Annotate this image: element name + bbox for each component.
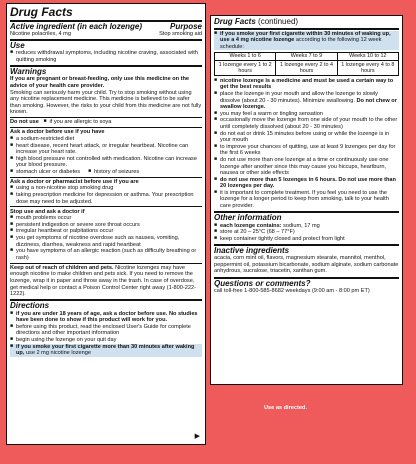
directions-item: ■ it is important to complete treatment. If you feel you need to use the lozenge for a longer period to keep from smoking, talk to your health care provider. bbox=[214, 190, 399, 210]
directions-item-highlighted bbox=[10, 344, 202, 357]
inactive-ingredients-text: acacia, corn mint oil, flavors, magnesium stearate, mannitol, menthol, peppermint oil, potassium bicarbonate, sodium alginate, sodium carbonate anhydrous, sucralose, triacetin, xanthan gum. bbox=[214, 255, 399, 275]
schedule-intro bbox=[214, 31, 399, 51]
ask-doctor-item: ■ a sodium-restricted diet bbox=[10, 136, 202, 143]
directions-item: ■ do not eat or drink 15 minutes before using or while the lozenge is in your mouth bbox=[214, 131, 399, 144]
table-cell: 1 lozenge every 2 to 4 hours bbox=[276, 61, 337, 76]
dosing-schedule-table bbox=[214, 52, 399, 77]
table-header-row bbox=[215, 52, 399, 61]
schedule-intro-text: according to the following 12 week schedule: bbox=[220, 37, 382, 50]
other-information-heading: Other information bbox=[214, 213, 282, 223]
pregnancy-warning: If you are pregnant or breast-feeding, only use this medicine on the advice of your health care provider. bbox=[10, 76, 190, 90]
directions-item bbox=[214, 91, 399, 111]
directions-item: ■ do not use more than 5 lozenges in 6 hours. Do not use more than 20 lozenges per day. bbox=[214, 177, 399, 190]
other-information-item: ■ store at 20 – 25°C (68 – 77°F) bbox=[214, 229, 399, 236]
stop-use-item: ■ irregular heartbeat or palpitations occur bbox=[10, 228, 202, 235]
drug-facts-continued-title bbox=[214, 18, 399, 26]
drug-facts-panel-right bbox=[210, 15, 403, 385]
stop-use-heading: Stop use and ask a doctor if bbox=[10, 208, 85, 215]
directions-item: ■ nicotine lozenge is a medicine and must be used a certain way to get the best results bbox=[214, 78, 399, 91]
table-header-cell: Weeks 1 to 6 bbox=[215, 52, 276, 61]
directions-heading: Directions bbox=[10, 301, 50, 311]
table-cell: 1 lozenge every 1 to 2 hours bbox=[215, 61, 276, 76]
divider bbox=[10, 206, 202, 207]
directions-item: ■ to improve your chances of quitting, use at least 9 lozenges per day for the first 6 weeks bbox=[214, 144, 399, 157]
ask-doctor-item: ■ history of seizures bbox=[88, 169, 139, 176]
divider bbox=[10, 127, 202, 128]
use-item: ■ reduces withdrawal symptoms, including nicotine craving, associated with quitting smoking bbox=[10, 50, 202, 63]
directions-item: ■ begin using the lozenge on your quit day bbox=[10, 337, 202, 344]
table-cell: 1 lozenge every 4 to 8 hours bbox=[337, 61, 398, 76]
table-row bbox=[215, 61, 399, 76]
continued-label: (continued) bbox=[258, 17, 299, 26]
divider bbox=[10, 177, 202, 178]
continue-arrow-icon: ▶ bbox=[194, 432, 200, 440]
use-heading: Use bbox=[10, 40, 25, 50]
divider bbox=[10, 263, 202, 264]
use-as-directed-note: Use as directed. bbox=[264, 405, 307, 411]
directions-item: ■ do not use more than one lozenge at a time or continuously use one lozenge after another since this may cause you hiccups, heartburn, nausea or other side effects bbox=[214, 157, 399, 177]
stop-use-item: ■ you get symptoms of nicotine overdose such as nausea, vomiting, dizziness, diarrhea, weakness and rapid heartbeat bbox=[10, 235, 202, 248]
continued-title-text: Drug Facts bbox=[214, 17, 256, 26]
schedule-intro-dose: use a 4 mg nicotine lozenge bbox=[220, 37, 295, 44]
directions-item-tail: use 2 mg nicotine lozenge bbox=[24, 350, 91, 357]
directions-item: ■ you may feel a warm or tingling sensation bbox=[214, 111, 399, 118]
keep-out-of-reach-lead: Keep out of reach of children and pets. bbox=[10, 264, 114, 271]
divider bbox=[214, 28, 399, 30]
stop-use-item: ■ mouth problems occur bbox=[10, 215, 202, 222]
ingredient-purpose: Stop smoking aid bbox=[159, 30, 202, 37]
table-header-cell: Weeks 10 to 12 bbox=[337, 52, 398, 61]
drug-facts-panel-left bbox=[6, 3, 206, 445]
ask-pharmacist-item: ■ taking prescription medicine for depression or asthma. Your prescription dose may need to be adjusted. bbox=[10, 192, 202, 205]
other-information-lead: each lozenge contains: bbox=[220, 222, 282, 229]
questions-text: call toll-free 1-800-585-8682 weekdays (9:00 am - 8:00 pm ET) bbox=[214, 287, 370, 294]
inactive-ingredients-heading: Inactive ingredients bbox=[214, 245, 290, 255]
directions-item-tail: Do not chew or swallow lozenge. bbox=[220, 97, 397, 111]
do-not-use-item: ■ if you are allergic to soya bbox=[43, 119, 111, 125]
divider bbox=[10, 39, 202, 41]
stop-use-item: ■ you have symptoms of an allergic reaction (such as difficulty breathing or rash) bbox=[10, 248, 202, 261]
other-information-item: ■ keep container tightly closed and protect from light bbox=[214, 236, 399, 243]
questions-heading: Questions or comments? bbox=[214, 278, 311, 288]
ask-doctor-item: ■ stomach ulcer or diabetes bbox=[10, 169, 80, 176]
directions-item-text: place the lozenge in your mouth and allow the lozenge to slowly dissolve (about 20 - 30 minutes). Minimize swallowing. bbox=[220, 90, 378, 104]
other-information-item bbox=[214, 223, 399, 230]
active-ingredient-text: Nicotine polacrilex, 4 mg bbox=[10, 30, 71, 37]
purpose-heading: Purpose bbox=[169, 21, 202, 31]
ask-doctor-item: ■ high blood pressure not controlled with medication. Nicotine can increase your blood pressure. bbox=[10, 156, 202, 169]
directions-item-text: if you smoke your first cigarette more than 30 minutes after waking up, bbox=[16, 343, 195, 357]
other-information-text: sodium, 17 mg bbox=[281, 222, 320, 229]
warnings-heading: Warnings bbox=[10, 67, 47, 77]
directions-item: ■ before using this product, read the enclosed User's Guide for complete directions and other important information bbox=[10, 324, 202, 337]
keep-out-of-reach bbox=[10, 265, 202, 298]
table-header-cell: Weeks 7 to 9 bbox=[276, 52, 337, 61]
do-not-use-heading: Do not use bbox=[10, 119, 39, 126]
directions-item: ■ if you are under 18 years of age, ask a doctor before use. No studies have been done to show if this product will work for you. bbox=[10, 311, 202, 324]
drug-facts-title: Drug Facts bbox=[10, 5, 73, 19]
schedule-intro-lead: if you smoke your first cigarette within 30 minutes of waking up, bbox=[220, 30, 391, 37]
active-ingredient-heading: Active ingredient (in each lozenge) bbox=[10, 21, 143, 31]
directions-item: ■ occasionally move the lozenge from one side of your mouth to the other until completely dissolved (about 20 - 30 minutes) bbox=[214, 117, 399, 130]
ask-pharmacist-item: ■ using a non-nicotine stop smoking drug bbox=[10, 185, 202, 192]
stop-use-item: ■ persistent indigestion or severe sore throat occurs bbox=[10, 222, 202, 229]
ask-doctor-item: ■ heart disease, recent heart attack, or irregular heartbeat. Nicotine can increase your heart rate. bbox=[10, 143, 202, 156]
pregnancy-warning-detail: Smoking can seriously harm your child. Try to stop smoking without using any nicotine replacement medicine. This medicine is believed to be safer than smoking. However, the risks to your child from this medicine are not fully known. bbox=[10, 89, 202, 116]
ask-pharmacist-heading: Ask a doctor or pharmacist before use if you are bbox=[10, 178, 139, 185]
ask-doctor-heading: Ask a doctor before use if you have bbox=[10, 129, 105, 136]
keep-out-of-reach-detail: Nicotine lozenges may have enough nicotine to make children and pets sick. If you need to remove the lozenge, wrap it in paper and throw away in the trash. In case of overdose, get medical help or contact a Poison Control Center right away (1-800-222-1222). bbox=[10, 264, 196, 298]
